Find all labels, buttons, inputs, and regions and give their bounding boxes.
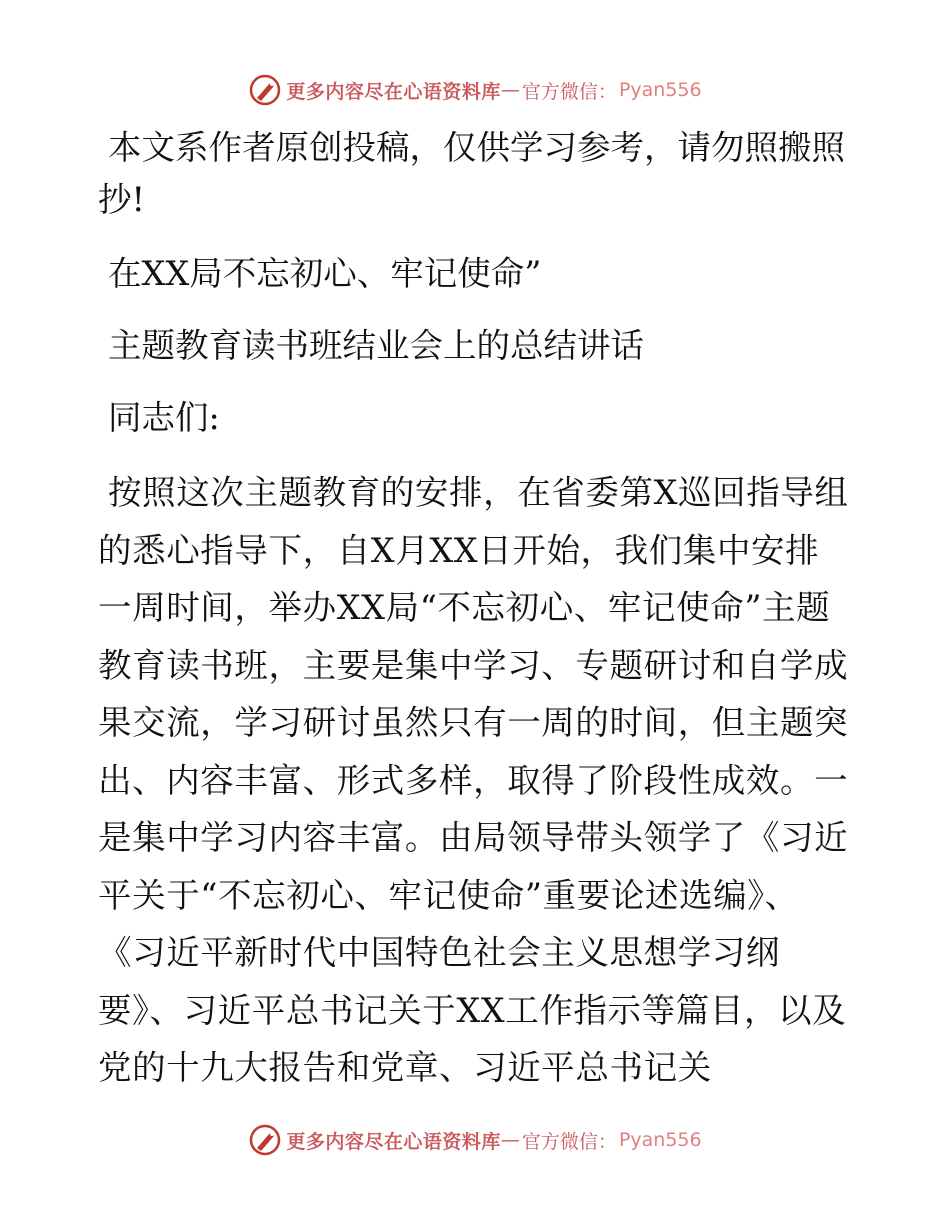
body-paragraph: 按照这次主题教育的安排，在省委第X巡回指导组的悉心指导下，自X月XX日开始，我们集中安排一周时间，举办XX局“不忘初心、牢记使命”主题教育读书班，主要是集中学习、专题研讨和自学成果交流，学习研讨虽然只有一周的时间，但主题突出、内容丰富、形式多样，取得了阶段性成效。一是集中学习内容丰富。由局领导带头领学了《习近平关于“不忘初心、牢记使命”重要论述选编》、《习近平新时代中国特色社会主义思想学习纲要》、习近平总书记关于XX工作指示等篇目，以及党的十九大报告和党章、习近平总书记关	[98, 473, 849, 1087]
banner-site-name: 更多内容尽在心语资料库	[286, 80, 501, 103]
banner-separator: —	[500, 79, 520, 101]
disclaimer-text: 本文系作者原创投稿，仅供学习参考，请勿照搬照抄!	[98, 128, 845, 219]
footer-watermark-banner	[0, 1120, 950, 1160]
banner-site-name: 更多内容尽在心语资料库	[286, 1130, 501, 1153]
banner-wechat-account: Pyan556	[618, 1129, 702, 1151]
document-title-line-2: 主题教育读书班结业会上的总结讲话	[108, 326, 644, 365]
banner-separator: —	[500, 1129, 520, 1151]
document-body	[98, 122, 850, 1097]
banner-wechat-account: Pyan556	[618, 79, 702, 101]
pen-logo-icon	[248, 1123, 282, 1157]
banner-wechat-label: 官方微信：	[521, 80, 617, 103]
document-title-line-1: 在XX局不忘初心、牢记使命”	[108, 254, 542, 293]
salutation: 同志们:	[108, 398, 220, 437]
pen-logo-icon	[248, 73, 282, 107]
header-watermark-banner	[0, 70, 950, 110]
banner-wechat-label: 官方微信：	[521, 1130, 617, 1153]
